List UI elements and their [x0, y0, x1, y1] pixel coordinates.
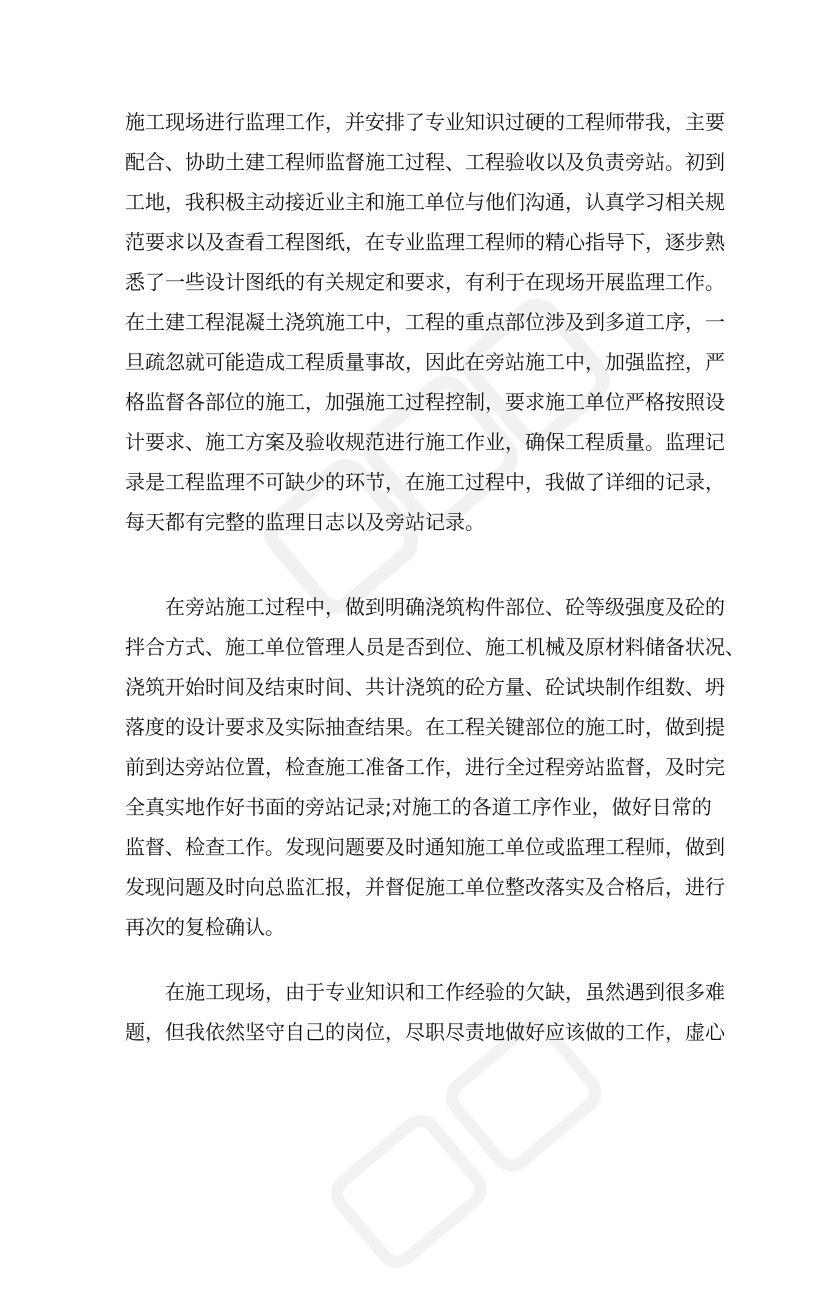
- text-line: 配合、协助土建工程师监督施工过程、工程验收以及负责旁站。初到: [125, 150, 725, 174]
- text-line: 在旁站施工过程中，做到明确浇筑构件部位、砼等级强度及砼的: [165, 595, 725, 619]
- text-line: 再次的复检确认。: [125, 915, 285, 939]
- text-line: 发现问题及时向总监汇报，并督促施工单位整改落实及合格后，进行: [125, 875, 725, 899]
- text-line: 拌合方式、施工单位管理人员是否到位、施工机械及原材料储备状况、: [125, 635, 745, 659]
- text-line: 题，但我依然坚守自己的岗位，尽职尽责地做好应该做的工作，虚心: [125, 1020, 725, 1044]
- text-line: 悉了一些设计图纸的有关规定和要求，有利于在现场开展监理工作。: [125, 270, 725, 294]
- text-line: 全真实地作好书面的旁站记录;对施工的各道工序作业，做好日常的: [125, 795, 712, 819]
- text-line: 前到达旁站位置，检查施工准备工作，进行全过程旁站监督，及时完: [125, 755, 725, 779]
- text-line: 范要求以及查看工程图纸，在专业监理工程师的精心指导下，逐步熟: [125, 230, 725, 254]
- text-line: 旦疏忽就可能造成工程质量事故，因此在旁站施工中，加强监控，严: [125, 350, 725, 374]
- text-line: 浇筑开始时间及结束时间、共计浇筑的砼方量、砼试块制作组数、坍: [125, 675, 725, 699]
- text-line: 录是工程监理不可缺少的环节，在施工过程中，我做了详细的记录，: [125, 470, 725, 494]
- text-line: 工地，我积极主动接近业主和施工单位与他们沟通，认真学习相关规: [125, 190, 725, 214]
- text-line: 在土建工程混凝土浇筑施工中，工程的重点部位涉及到多道工序，一: [125, 310, 725, 334]
- text-line: 每天都有完整的监理日志以及旁站记录。: [125, 510, 485, 534]
- text-line: 落度的设计要求及实际抽查结果。在工程关键部位的施工时，做到提: [125, 715, 725, 739]
- text-line: 格监督各部位的施工，加强施工过程控制，要求施工单位严格按照设: [125, 390, 725, 414]
- text-line: 施工现场进行监理工作，并安排了专业知识过硬的工程师带我，主要: [125, 110, 725, 134]
- text-line: 监督、检查工作。发现问题要及时通知施工单位或监理工程师，做到: [125, 835, 725, 859]
- text-line: 计要求、施工方案及验收规范进行施工作业，确保工程质量。监理记: [125, 430, 725, 454]
- text-line: 在施工现场，由于专业知识和工作经验的欠缺，虽然遇到很多难: [165, 980, 725, 1004]
